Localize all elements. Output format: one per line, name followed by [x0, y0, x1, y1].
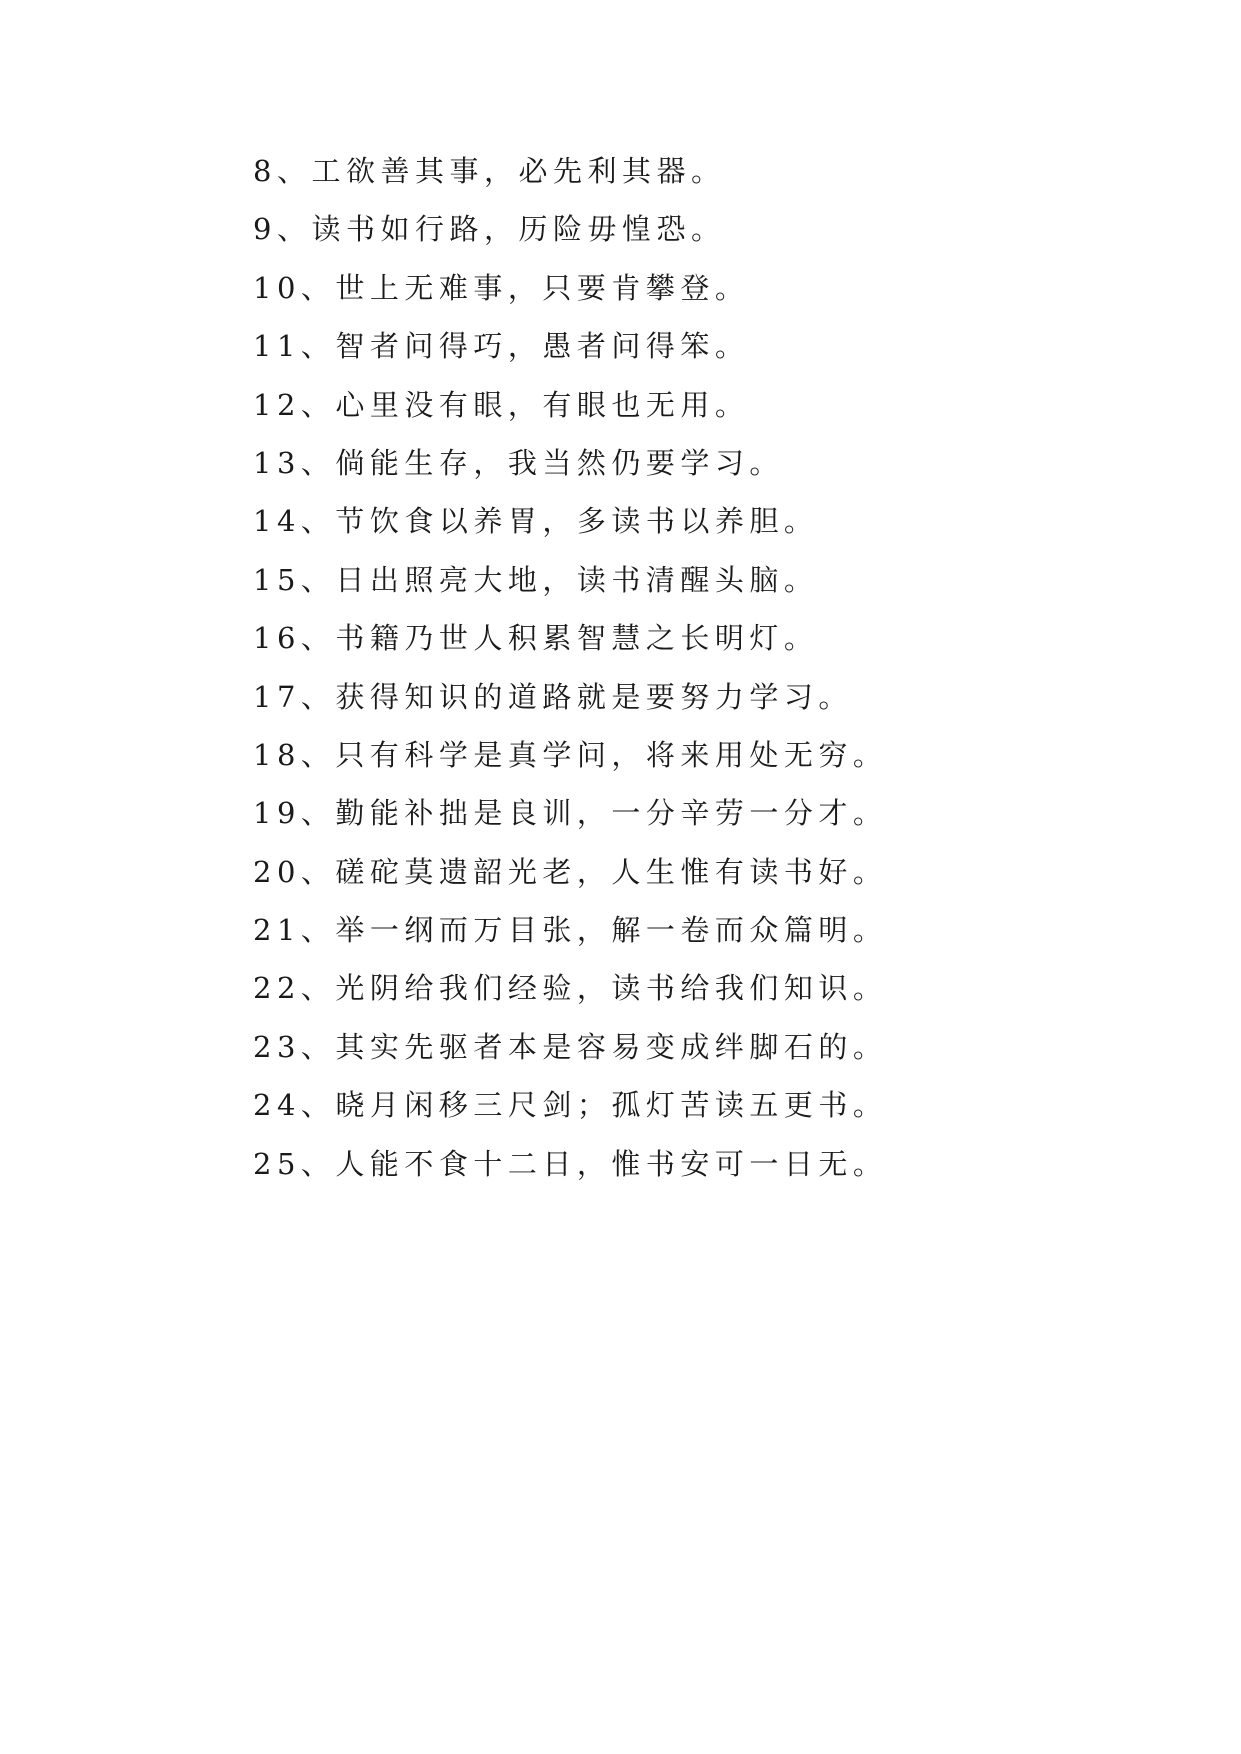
list-item: 20、磋砣莫遗韶光老，人生惟有读书好。 — [253, 854, 888, 889]
list-item: 13、倘能生存，我当然仍要学习。 — [253, 445, 784, 480]
list-item: 25、人能不食十二日，惟书安可一日无。 — [253, 1146, 888, 1181]
list-item: 24、晓月闲移三尺剑；孤灯苦读五更书。 — [253, 1088, 888, 1123]
list-item: 21、举一纲而万目张，解一卷而众篇明。 — [253, 913, 888, 948]
list-item: 19、勤能补拙是良训，一分辛劳一分才。 — [253, 796, 888, 831]
list-item: 15、日出照亮大地，读书清醒头脑。 — [253, 562, 819, 597]
list-item: 22、光阴给我们经验，读书给我们知识。 — [253, 971, 888, 1006]
list-item: 16、书籍乃世人积累智慧之长明灯。 — [253, 621, 819, 656]
list-item: 23、其实先驱者本是容易变成绊脚石的。 — [253, 1029, 888, 1064]
list-item: 10、世上无难事，只要肯攀登。 — [253, 270, 750, 305]
list-item: 8、工欲善其事，必先利其器。 — [253, 154, 726, 188]
list-item: 17、获得知识的道路就是要努力学习。 — [253, 679, 853, 714]
list-item: 14、节饮食以养胃，多读书以养胆。 — [253, 504, 819, 539]
list-item: 11、智者问得巧，愚者问得笨。 — [253, 329, 750, 364]
list-item: 18、只有科学是真学问，将来用处无穷。 — [253, 737, 888, 772]
list-item: 12、心里没有眼，有眼也无用。 — [253, 387, 750, 422]
quote-list — [253, 142, 887, 1193]
list-item: 9、读书如行路，历险毋惶恐。 — [253, 212, 726, 247]
